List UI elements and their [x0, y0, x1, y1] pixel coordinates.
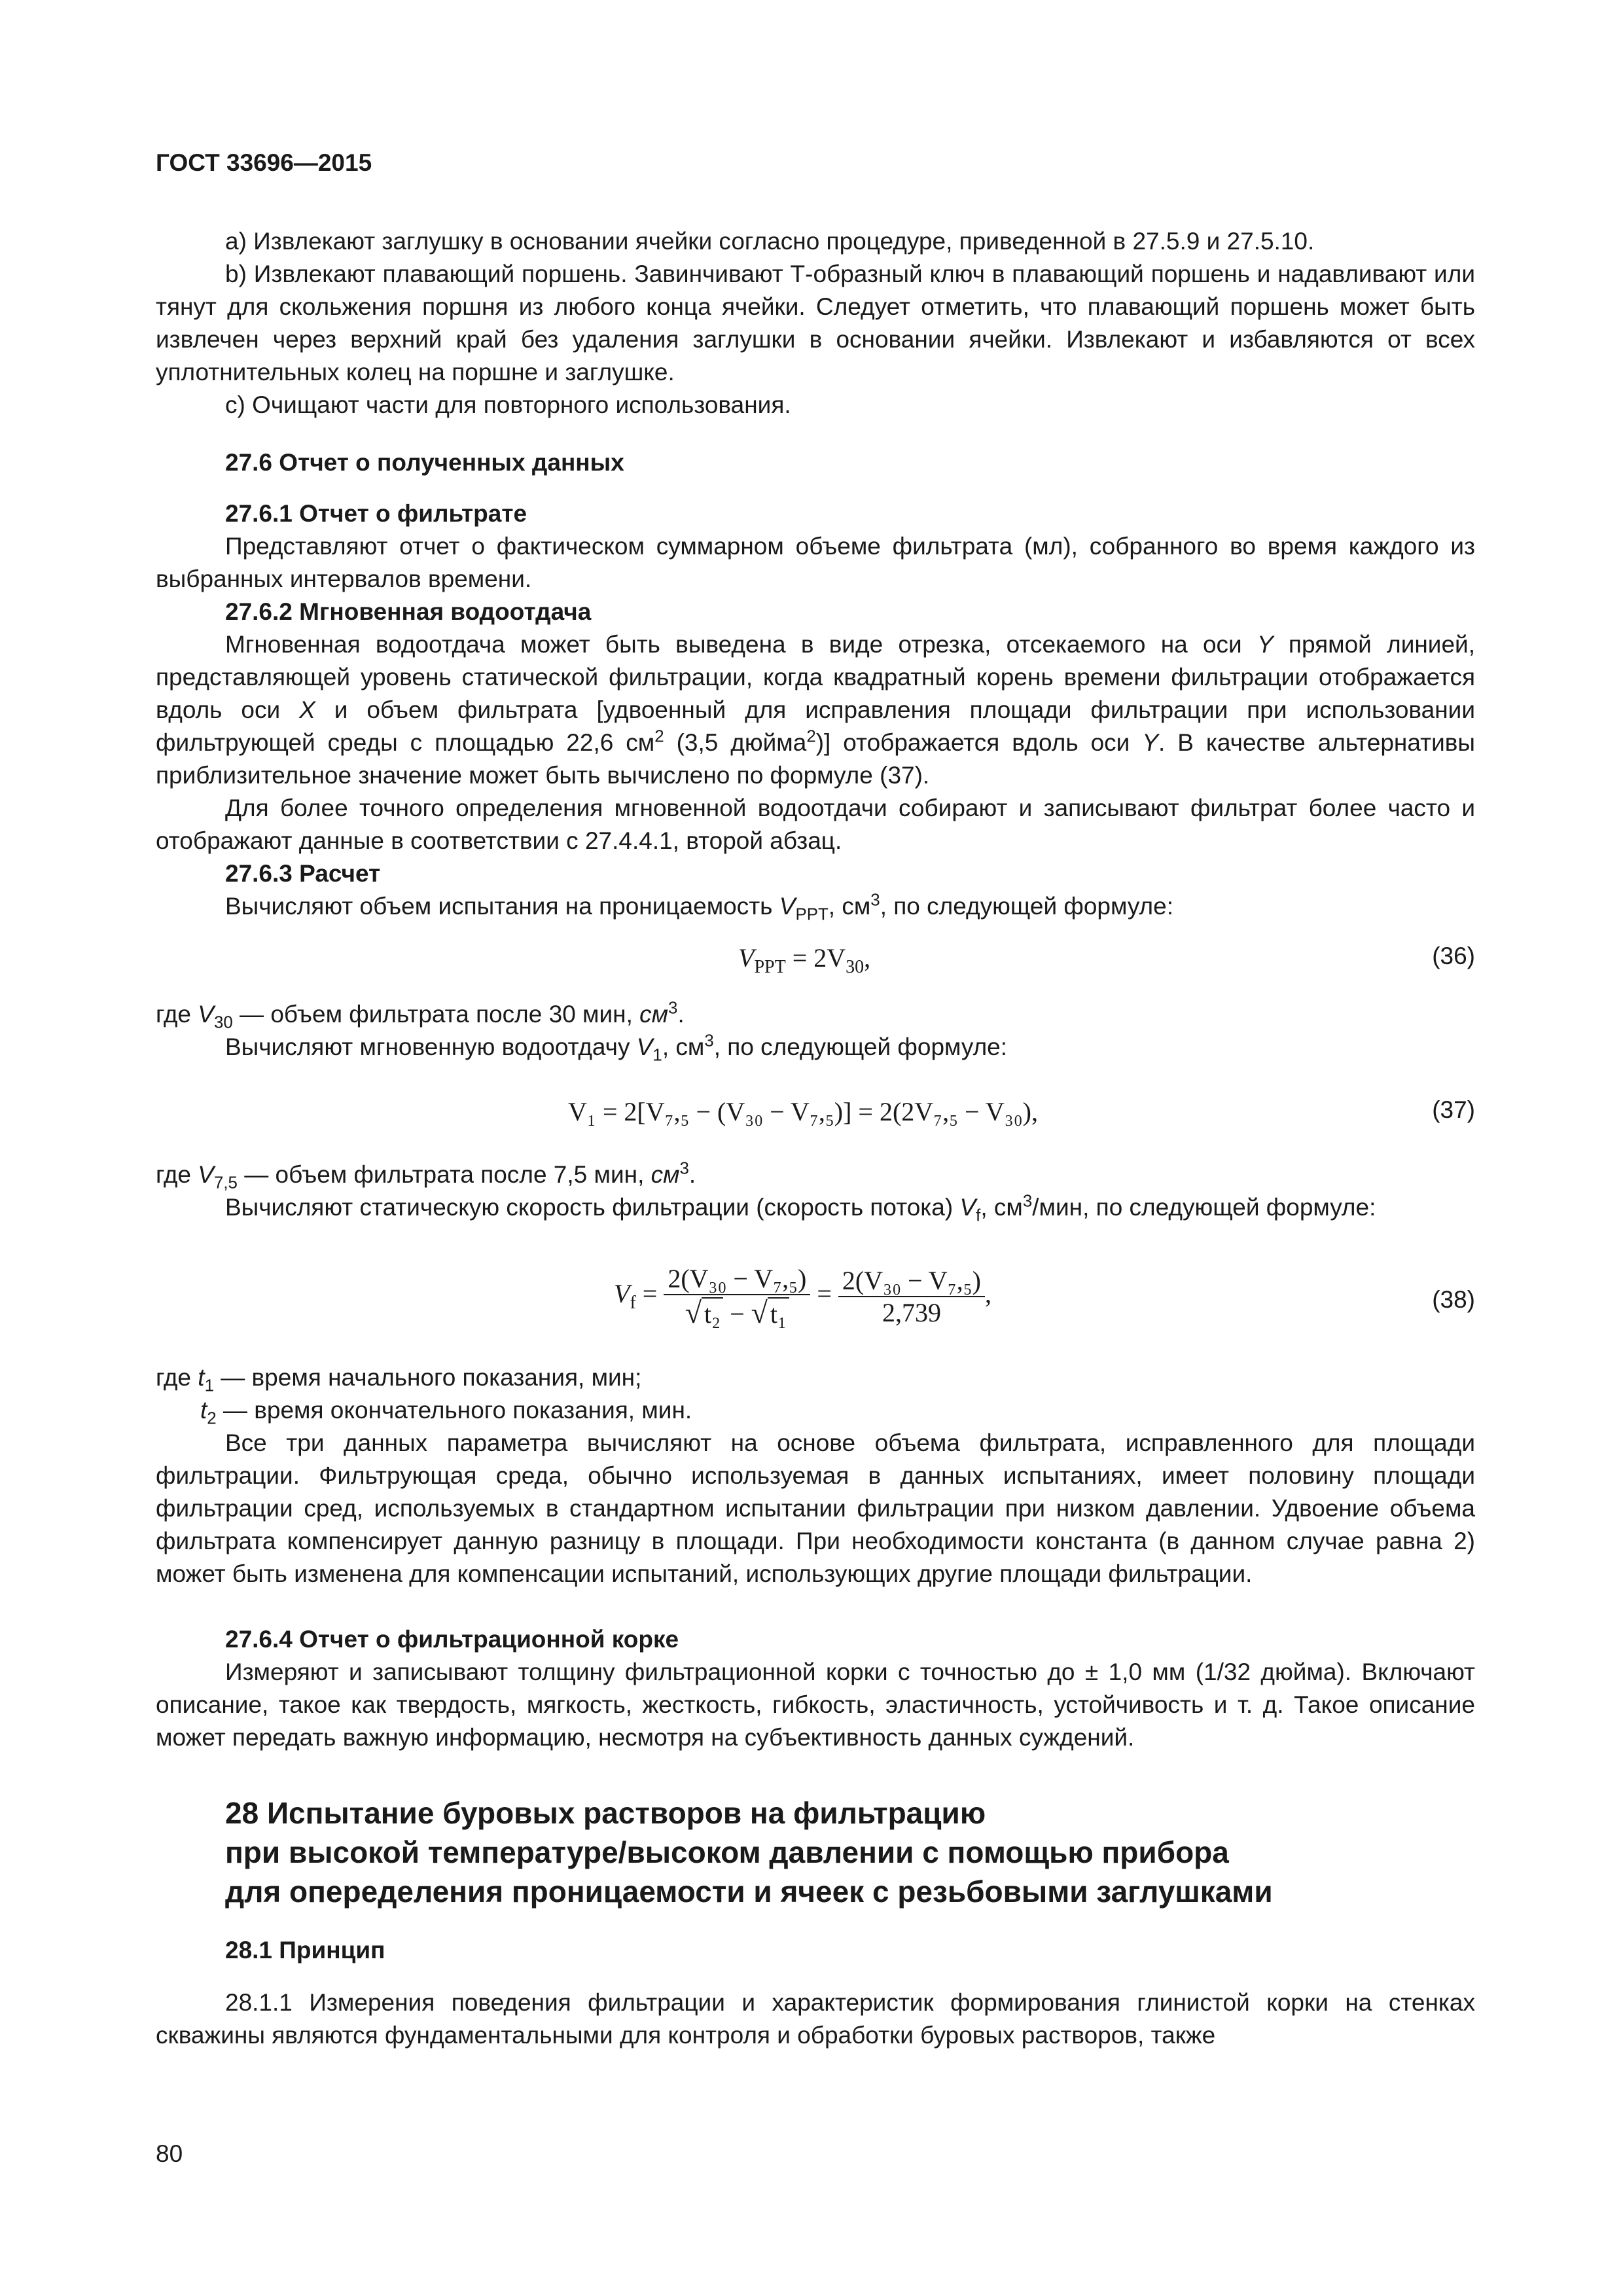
section-text-28-1-1: 28.1.1 Измерения поведения фильтрации и характеристик формирования глинистой корки на стенках скважины являются фундаментальными для контроля и обработки буровых растворов, также: [156, 1989, 1475, 2049]
subscript: 30: [213, 1013, 233, 1032]
superscript: 2: [654, 727, 664, 746]
subscript: 30: [846, 957, 865, 977]
subscript: 1: [652, 1046, 662, 1065]
text-fragment: (3,5 дюйма: [664, 729, 807, 756]
where-38-t2: [200, 1394, 1475, 1427]
var-symbol: V: [636, 1033, 653, 1060]
subscript: 2: [207, 1409, 217, 1428]
section-text-27-6-4: Измеряют и записывают толщину фильтрационной корки с точностью до ± 1,0 мм (1/32 дюйма). Включают описание, такое как твердость, мягкость, жесткость, гибкость, эластичность, устойчивость и т. д. Такое описание может передать важную информацию, несмотря на субъективность данных суждений.: [156, 1659, 1475, 1751]
denominator: 2,739: [882, 1298, 941, 1327]
formula-text: = 2V: [785, 943, 846, 973]
text-fragment: — время окончательного показания, мин.: [216, 1397, 692, 1424]
text-fragment: , см: [828, 893, 871, 920]
section-text-27-6-1: Представляют отчет о фактическом суммарном объеме фильтрата (мл), собранного во время каждого из выбранных интервалов времени.: [156, 533, 1475, 592]
text-fragment: /мин, по следующей формуле:: [1032, 1194, 1376, 1221]
text-fragment: , по следующей формуле:: [880, 893, 1173, 920]
subscript: 7,5: [213, 1174, 238, 1193]
section-title-28-line2: при высокой температуре/высоком давлении с помощью прибора: [225, 1835, 1229, 1869]
section-title-28-line1: 28 Испытание буровых растворов на фильтрацию: [225, 1796, 986, 1830]
text-fragment: . В качестве альтернативы приблизительное значение может быть вычислено по формуле (37).: [156, 729, 1475, 789]
sqrt-t1: t₁: [768, 1297, 789, 1329]
superscript: 3: [679, 1159, 689, 1178]
text-fragment: Вычисляют объем испытания на проницаемость: [225, 893, 779, 920]
text-fragment: , см: [980, 1194, 1023, 1221]
equation-number: (36): [1432, 942, 1475, 969]
paragraph-a: а) Извлекают заглушку в основании ячейки согласно процедуре, приведенной в 27.5.9 и 27.5.10.: [225, 228, 1315, 255]
formula-text: V₁ = 2[V₇,₅ − (V₃₀ − V₇,₅)] = 2(2V₇,₅ − V₃₀),: [568, 1097, 1038, 1126]
var-symbol: V: [959, 1194, 976, 1221]
section-title-27-6-4: 27.6.4 Отчет о фильтрационной корке: [225, 1626, 679, 1653]
superscript: 3: [870, 891, 880, 910]
axis-symbol: Y: [1142, 729, 1158, 756]
sqrt-t2: t₂: [702, 1297, 723, 1329]
text-fragment: Вычисляют статическую скорость фильтрации (скорость потока): [225, 1194, 960, 1221]
unit-text: см: [651, 1161, 680, 1188]
subscript: 1: [204, 1376, 214, 1395]
subscript: f: [976, 1206, 981, 1225]
text-fragment: — объем фильтрата после 7,5 мин,: [237, 1161, 651, 1188]
text-fragment: , см: [662, 1033, 705, 1060]
subscript: PPT: [795, 905, 829, 924]
section-text-27-6-2: [156, 628, 1475, 792]
subscript: PPT: [754, 957, 786, 977]
var-symbol: t: [200, 1397, 207, 1424]
document-id: ГОСТ 33696—2015: [156, 149, 372, 176]
text-fragment: где: [156, 1001, 198, 1028]
text-fragment: где: [156, 1364, 198, 1391]
text-fragment: — время начального показания, мин;: [213, 1364, 642, 1391]
subscript: f: [630, 1293, 636, 1314]
numerator: 2(V₃₀ − V₇,₅): [664, 1263, 810, 1295]
formula-36: [156, 942, 1475, 982]
calc-intro-38: [156, 1191, 1475, 1224]
formula-text: ,: [864, 943, 871, 973]
calc-intro-37: [156, 1031, 1475, 1064]
text-fragment: и объем фильтрата [удвоенный для исправления площади фильтрации при использовании фильтрующей среды с площадью 22,6 см: [156, 696, 1475, 756]
text-fragment: )] отображается вдоль оси: [815, 729, 1143, 756]
fraction-1: [664, 1263, 810, 1330]
var-symbol: V: [738, 943, 755, 973]
superscript: 3: [704, 1031, 714, 1050]
text-fragment: прямой линией, представляющей уровень статической фильтрации, когда квадратный корень времени фильтрации отображается вдоль оси: [156, 631, 1475, 723]
formula-37: [156, 1096, 1475, 1136]
section-title-28-1: 28.1 Принцип: [225, 1937, 385, 1964]
text-fragment: .: [677, 1001, 685, 1028]
fraction-2: [838, 1265, 985, 1328]
text-fragment: .: [688, 1161, 696, 1188]
axis-symbol: X: [299, 696, 315, 723]
section-title-27-6-3: 27.6.3 Расчет: [225, 860, 381, 887]
formula-38: $V_f$ = $\frac{\text{2(V₃₀ − V₇,₅)}}{\text{√ t₂ − √ t₁}}$ = $\frac{\text{2(V₃₀ − V₇,₅)}}{2,739}$ , (38): [614, 1264, 1475, 1329]
where-38-t1: [156, 1361, 1475, 1394]
superscript: 2: [806, 727, 816, 746]
var-symbol: V: [779, 893, 796, 920]
equation-number: (38): [1432, 1286, 1475, 1313]
paragraph-b: b) Извлекают плавающий поршень. Завинчивают Т-образный ключ в плавающий поршень и надавливают или тянут для скольжения поршня из любого конца ячейки. Следует отметить, что плавающий поршень может быть извлечен через верхний край без удаления заглушки в основании ячейки. Извлекают и избавляются от всех уплотнительных колец на поршне и заглушке.: [156, 260, 1475, 386]
section-title-27-6: 27.6 Отчет о полученных данных: [225, 449, 624, 476]
text-fragment: Вычисляют мгновенную водоотдачу: [225, 1033, 637, 1060]
calc-intro-36: [156, 890, 1475, 923]
var-symbol: t: [198, 1364, 205, 1391]
section-text-27-6-2-b: Для более точного определения мгновенной водоотдачи собирают и записывают фильтрат более часто и отображают данные в соответствии с 27.4.4.1, второй абзац.: [156, 795, 1475, 854]
superscript: 3: [1022, 1192, 1033, 1211]
var-symbol: V: [614, 1279, 630, 1309]
denominator: √ t₂ − √ t₁: [664, 1295, 810, 1330]
unit-text: см: [639, 1001, 669, 1028]
where-37: [156, 1158, 1475, 1191]
var-symbol: V: [198, 1161, 214, 1188]
paragraph-c: с) Очищают части для повторного использования.: [225, 391, 791, 418]
section-title-27-6-1: 27.6.1 Отчет о фильтрате: [225, 500, 527, 527]
axis-symbol: Y: [1257, 631, 1274, 658]
text-fragment: Мгновенная водоотдача может быть выведена в виде отрезка, отсекаемого на оси: [225, 631, 1257, 658]
numerator: 2(V₃₀ − V₇,₅): [838, 1265, 985, 1297]
text-fragment: — объем фильтрата после 30 мин,: [232, 1001, 640, 1028]
text-fragment: где: [156, 1161, 198, 1188]
section-title-27-6-2: 27.6.2 Мгновенная водоотдача: [225, 598, 592, 625]
text-fragment: , по следующей формуле:: [713, 1033, 1008, 1060]
section-text-27-6-3-summary: Все три данных параметра вычисляют на основе объема фильтрата, исправленного для площади фильтрации. Фильтрующая среда, обычно используемая в данных испытаниях, имеет половину площади фильтрации сред, используемых в стандартном испытании фильтрации при низком давлении. Удвоение объема фильтрата компенсирует данную разницу в площади. При необходимости константа (в данном случае равна 2) может быть изменена для компенсации испытаний, использующих другие площади фильтрации.: [156, 1429, 1475, 1587]
equation-number: (37): [1432, 1096, 1475, 1123]
var-symbol: V: [198, 1001, 214, 1028]
superscript: 3: [668, 999, 678, 1018]
page-number: 80: [156, 2140, 183, 2167]
where-36: [156, 998, 1475, 1031]
section-title-28-line3: для опеределения проницаемости и ячеек с резьбовыми заглушками: [225, 1874, 1273, 1909]
